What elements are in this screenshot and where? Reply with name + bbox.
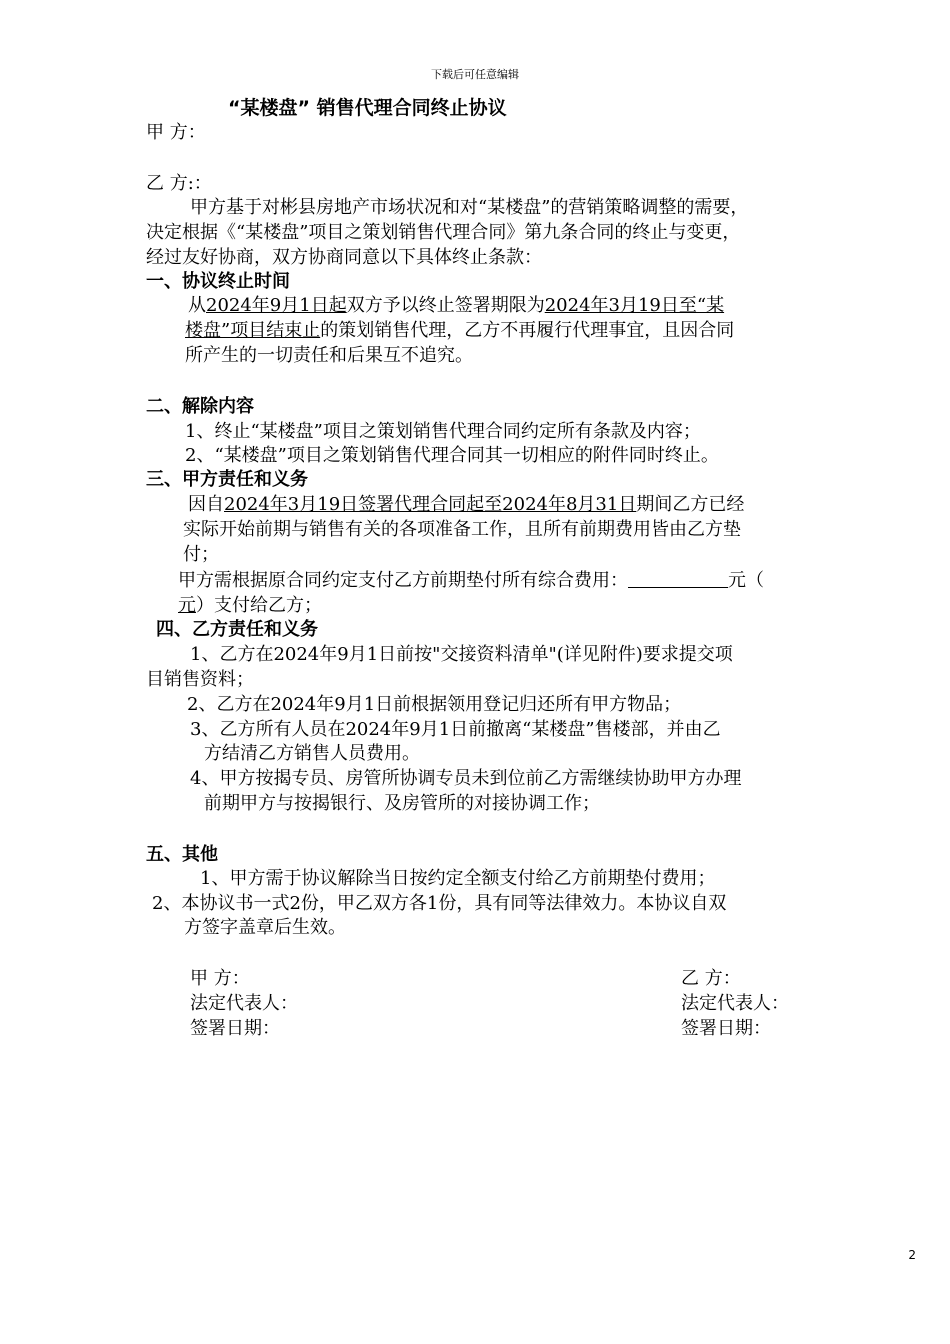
section-4-line-1: 1、乙方在2024年9月1日前按"交接资料清单"(详见附件)要求提交项 bbox=[190, 644, 733, 665]
section-4-heading: 四、乙方责任和义务 bbox=[156, 619, 318, 640]
s3-fee-text: 甲方需根据原合同约定支付乙方前期垫付所有综合费用： bbox=[178, 570, 628, 591]
s3-contract-period: 2024年3月19日签署代理合同起至2024年8月31日 bbox=[224, 494, 637, 515]
party-a-label: 甲 方： bbox=[146, 122, 206, 143]
section-3-line-2: 实际开始前期与销售有关的各项准备工作，且所有前期费用皆由乙方垫 bbox=[183, 519, 741, 540]
s1-period: 2024年3月19日至“某 bbox=[544, 295, 725, 316]
s3-yuan: 元（ bbox=[728, 570, 764, 591]
section-1-heading: 一、协议终止时间 bbox=[146, 271, 290, 292]
section-3-line-4 bbox=[178, 569, 764, 593]
sign-date-b: 签署日期： bbox=[681, 1018, 771, 1039]
section-5-line-3: 方签字盖章后生效。 bbox=[184, 917, 346, 938]
party-b-label: 乙 方:： bbox=[146, 173, 212, 194]
section-3-line-5 bbox=[178, 594, 322, 618]
section-4-line-6: 4、甲方按揭专员、房管所协调专员未到位前乙方需继续协助甲方办理 bbox=[190, 768, 742, 789]
section-1-line-1 bbox=[188, 294, 724, 318]
section-4-line-3: 2、乙方在2024年9月1日前根据领用登记归还所有甲方物品； bbox=[187, 694, 682, 715]
section-4-line-5: 方结清乙方销售人员费用。 bbox=[204, 743, 420, 764]
sign-party-a: 甲 方： bbox=[190, 968, 250, 989]
s1-text-c: 双方予以终止签署期限为 bbox=[346, 295, 545, 316]
sign-rep-a: 法定代表人： bbox=[190, 993, 298, 1014]
intro-line-3: 经过友好协商，双方协商同意以下具体终止条款： bbox=[146, 247, 542, 268]
s1-project-end: 楼盘”项目结束止 bbox=[185, 320, 321, 341]
page-number: 2 bbox=[908, 1248, 916, 1262]
sign-date-a: 签署日期： bbox=[190, 1018, 280, 1039]
s3-text-a: 因自 bbox=[188, 494, 224, 515]
section-5-line-1: 1、甲方需于协议解除当日按约定全额支付给乙方前期垫付费用； bbox=[200, 868, 716, 889]
section-3-heading: 三、甲方责任和义务 bbox=[146, 469, 308, 490]
section-2-heading: 二、解除内容 bbox=[146, 396, 254, 417]
section-3-line-1 bbox=[188, 493, 744, 517]
section-4-line-2: 目销售资料； bbox=[146, 669, 254, 690]
s3-yuan-2: 元 bbox=[178, 595, 196, 616]
section-3-line-3: 付； bbox=[183, 544, 219, 565]
s3-pay-text: ）支付给乙方； bbox=[196, 595, 322, 616]
s3-text-c: 期间乙方已经 bbox=[636, 494, 745, 515]
sign-party-b: 乙 方： bbox=[681, 968, 741, 989]
s1-text-e: 的策划销售代理，乙方不再履行代理事宜，且因合同 bbox=[320, 320, 735, 341]
s1-text-a: 从 bbox=[188, 295, 206, 316]
section-1-line-2 bbox=[185, 319, 734, 343]
section-1-line-3: 所产生的一切责任和后果互不追究。 bbox=[185, 345, 473, 366]
sign-rep-b: 法定代表人： bbox=[681, 993, 789, 1014]
document-title: “某楼盘” 销售代理合同终止协议 bbox=[228, 97, 507, 119]
section-4-line-7: 前期甲方与按揭银行、及房管所的对接协调工作； bbox=[204, 793, 600, 814]
intro-line-1: 甲方基于对彬县房地产市场状况和对“某楼盘”的营销策略调整的需要， bbox=[190, 197, 749, 218]
page-header: 下载后可任意编辑 bbox=[431, 68, 519, 81]
section-2-item-1: 1、终止“某楼盘”项目之策划销售代理合同约定所有条款及内容； bbox=[185, 421, 701, 442]
section-5-heading: 五、其他 bbox=[146, 844, 218, 865]
intro-line-2: 决定根据《“某楼盘”项目之策划销售代理合同》第九条合同的终止与变更， bbox=[146, 222, 741, 243]
fee-amount-blank bbox=[628, 569, 728, 588]
section-5-line-2: 2、本协议书一式2份，甲乙双方各1份，具有同等法律效力。本协议自双 bbox=[152, 893, 727, 914]
s1-date-start: 2024年9月1日起 bbox=[206, 295, 347, 316]
section-2-item-2: 2、“某楼盘”项目之策划销售代理合同其一切相应的附件同时终止。 bbox=[185, 445, 719, 466]
section-4-line-4: 3、乙方所有人员在2024年9月1日前撤离“某楼盘”售楼部，并由乙 bbox=[190, 719, 721, 740]
